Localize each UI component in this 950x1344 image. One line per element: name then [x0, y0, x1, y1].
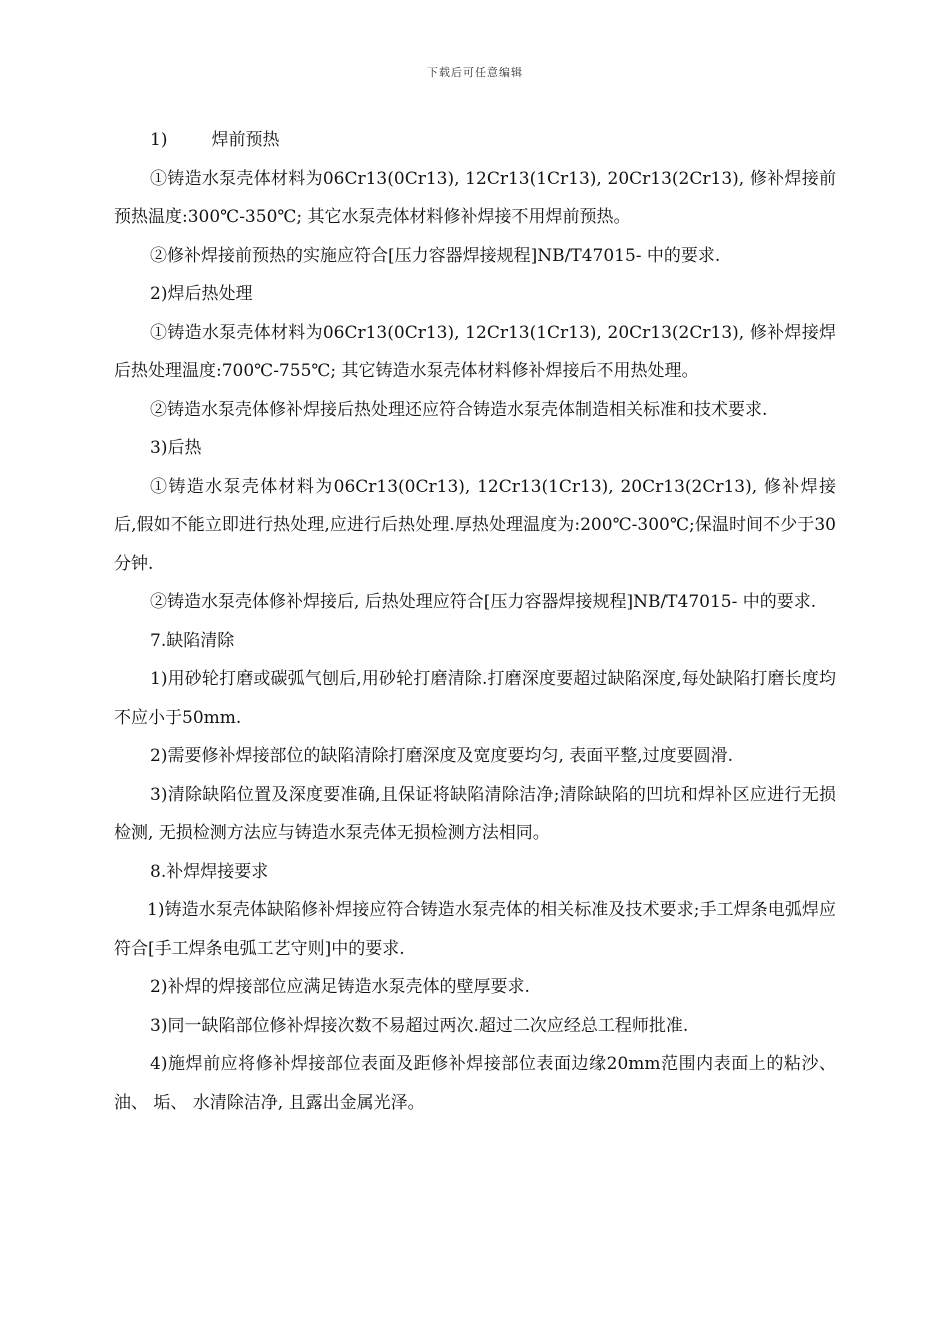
section-heading: 2)焊后热处理 [150, 284, 253, 304]
paragraph: 2)补焊的焊接部位应满足铸造水泵壳体的壁厚要求. [150, 977, 530, 997]
paragraph: 2)需要修补焊接部位的缺陷清除打磨深度及宽度要均匀, 表面平整,过度要圆滑. [150, 746, 734, 766]
paragraph: ①铸造水泵壳体材料为06Cr13(0Cr13), 12Cr13(1Cr13), 20Cr13(2Cr13), 修补焊接焊后热处理温度:700℃-755℃; 其它铸造水泵壳体材料修补焊接后不用热处理。 [114, 322, 836, 381]
section-heading: 8.补焊焊接要求 [150, 861, 269, 882]
section-heading: 7.缺陷清除 [150, 630, 235, 651]
heading-number: 1) [150, 130, 168, 150]
page-header: 下载后可任意编辑 [427, 66, 523, 79]
heading-title: 焊前预热 [211, 130, 280, 150]
section-heading: 3)后热 [150, 438, 202, 458]
paragraph: 1)用砂轮打磨或碳弧气刨后,用砂轮打磨清除.打磨深度要超过缺陷深度,每处缺陷打磨长度均不应小于50mm. [114, 669, 836, 728]
paragraph: ①铸造水泵壳体材料为06Cr13(0Cr13), 12Cr13(1Cr13), 20Cr13(2Cr13), 修补焊接后,假如不能立即进行热处理,应进行后热处理.厚热处理温度为:200℃-300℃;保温时间不少于30分钟. [114, 476, 836, 574]
paragraph: ①铸造水泵壳体材料为06Cr13(0Cr13), 12Cr13(1Cr13), 20Cr13(2Cr13), 修补焊接前预热温度:300℃-350℃; 其它水泵壳体材料修补焊接不用焊前预热。 [114, 168, 836, 227]
paragraph: ②修补焊接前预热的实施应符合[压力容器焊接规程]NB/T47015- 中的要求. [150, 245, 721, 266]
paragraph: 3)清除缺陷位置及深度要准确,且保证将缺陷清除洁净;清除缺陷的凹坑和焊补区应进行无损检测, 无损检测方法应与铸造水泵壳体无损检测方法相同。 [114, 784, 836, 843]
document-body [114, 121, 836, 1122]
paragraph: ②铸造水泵壳体修补焊接后热处理还应符合铸造水泵壳体制造相关标准和技术要求. [150, 399, 768, 420]
paragraph: 4)施焊前应将修补焊接部位表面及距修补焊接部位表面边缘20mm范围内表面上的粘沙、 油、 垢、 水清除洁净, 且露出金属光泽。 [114, 1054, 836, 1113]
paragraph: ②铸造水泵壳体修补焊接后, 后热处理应符合[压力容器焊接规程]NB/T47015- 中的要求. [150, 592, 817, 612]
paragraph: 1)铸造水泵壳体缺陷修补焊接应符合铸造水泵壳体的相关标准及技术要求;手工焊条电弧焊应符合[手工焊条电弧工艺守则]中的要求. [114, 900, 836, 959]
section-heading-preheat [114, 121, 836, 160]
paragraph: 3)同一缺陷部位修补焊接次数不易超过两次.超过二次应经总工程师批准. [150, 1015, 689, 1036]
